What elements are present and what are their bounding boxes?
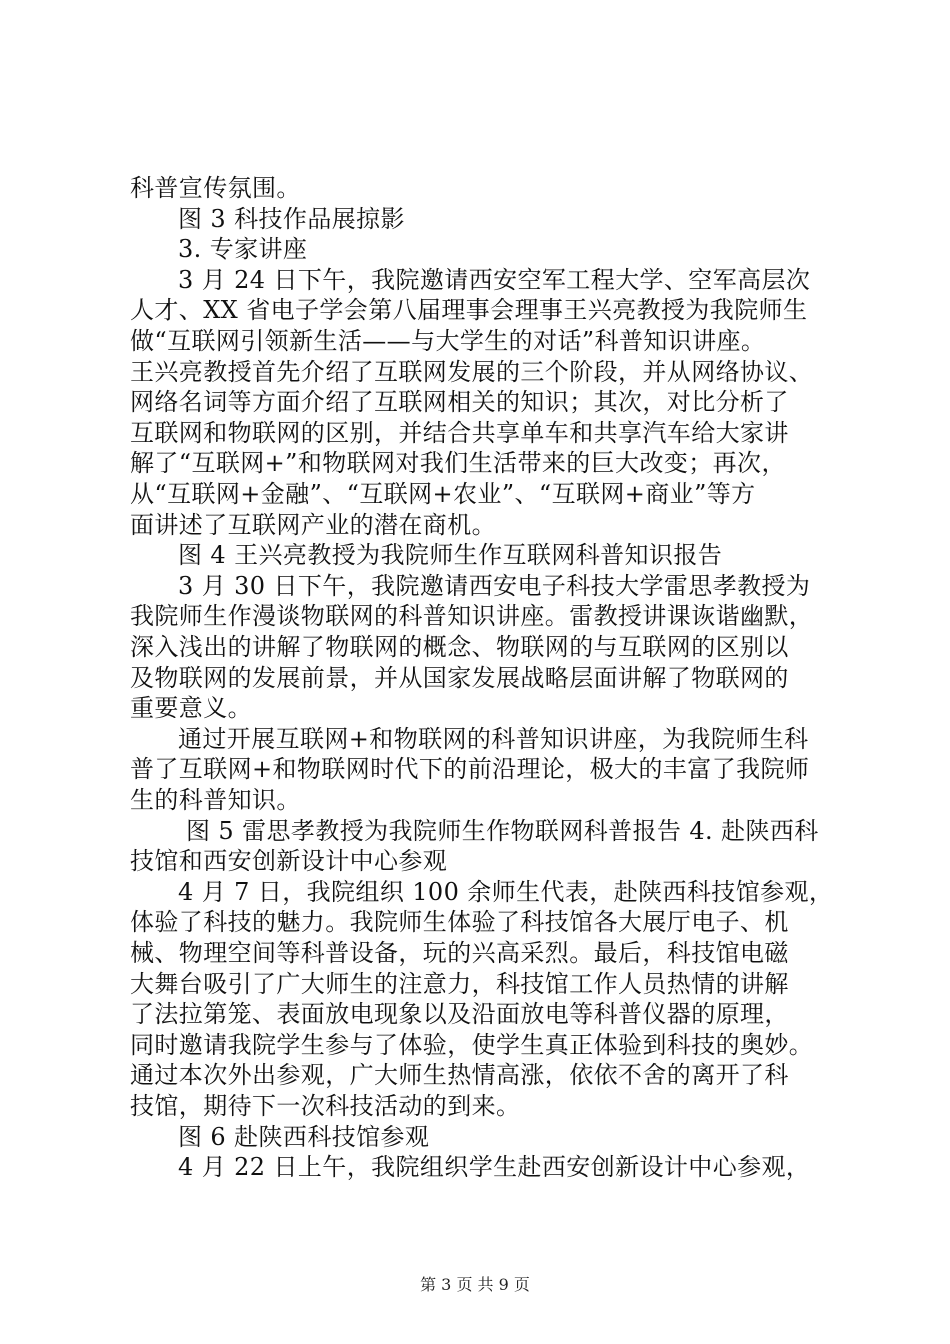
text-line: 技馆和西安创新设计中心参观 bbox=[130, 847, 448, 876]
figure-caption: 图 6 赴陕西科技馆参观 bbox=[178, 1122, 430, 1151]
text-line: 网络名词等方面介绍了互联网相关的知识；其次，对比分析了 bbox=[130, 388, 789, 417]
text-line: 做“互联网引领新生活——与大学生的对话”科普知识讲座。 bbox=[130, 327, 766, 355]
text-line: 王兴亮教授首先介绍了互联网发展的三个阶段，并从网络协议、 bbox=[130, 357, 814, 386]
text-line: 互联网和物联网的区别，并结合共享单车和共享汽车给大家讲 bbox=[130, 418, 789, 447]
text-line: 从“互联网+金融”、“互联网+农业”、“互联网+商业”等方 bbox=[130, 480, 756, 508]
text-line: 通过开展互联网+和物联网的科普知识讲座，为我院师生科 bbox=[178, 724, 809, 753]
text-line: 4 月 22 日上午，我院组织学生赴西安创新设计中心参观， bbox=[178, 1153, 811, 1182]
text-line: 解了“互联网+”和物联网对我们生活带来的巨大改变；再次， bbox=[130, 449, 786, 478]
text-line: 4 月 7 日，我院组织 100 余师生代表，赴陕西科技馆参观， bbox=[178, 877, 834, 906]
section-heading: 3. 专家讲座 bbox=[178, 235, 308, 264]
text-line: 我院师生作漫谈物联网的科普知识讲座。雷教授讲课诙谐幽默， bbox=[130, 602, 814, 631]
text-line: 重要意义。 bbox=[130, 694, 252, 723]
text-line: 技馆，期待下一次科技活动的到来。 bbox=[130, 1092, 521, 1120]
text-line: 械、物理空间等科普设备，玩的兴高采烈。最后，科技馆电磁 bbox=[130, 939, 789, 967]
text-line: 深入浅出的讲解了物联网的概念、物联网的与互联网的区别以 bbox=[130, 633, 789, 661]
figure-caption: 图 5 雷思孝教授为我院师生作物联网科普报告 4. 赴陕西科 bbox=[186, 816, 819, 845]
text-line: 及物联网的发展前景，并从国家发展战略层面讲解了物联网的 bbox=[130, 663, 789, 692]
figure-caption: 图 4 王兴亮教授为我院师生作互联网科普知识报告 bbox=[178, 541, 723, 570]
text-line: 生的科普知识。 bbox=[130, 786, 301, 814]
text-line: 3 月 30 日下午，我院邀请西安电子科技大学雷思孝教授为 bbox=[178, 571, 811, 600]
text-line: 了法拉第笼、表面放电现象以及沿面放电等科普仪器的原理， bbox=[130, 1000, 789, 1029]
text-line: 普了互联网+和物联网时代下的前沿理论，极大的丰富了我院师 bbox=[130, 755, 810, 784]
text-line: 体验了科技的魅力。我院师生体验了科技馆各大展厅电子、机 bbox=[130, 908, 789, 937]
figure-caption: 图 3 科技作品展掠影 bbox=[178, 204, 405, 233]
text-line: 3 月 24 日下午，我院邀请西安空军工程大学、空军高层次 bbox=[178, 265, 811, 294]
text-line: 人才、XX 省电子学会第八届理事会理事王兴亮教授为我院师生 bbox=[130, 296, 808, 325]
text-line: 同时邀请我院学生参与了体验，使学生真正体验到科技的奥妙。 bbox=[130, 1030, 814, 1059]
text-line: 大舞台吸引了广大师生的注意力，科技馆工作人员热情的讲解 bbox=[130, 969, 789, 998]
text-line: 面讲述了互联网产业的潜在商机。 bbox=[130, 510, 496, 539]
text-line: 通过本次外出参观，广大师生热情高涨，依依不舍的离开了科 bbox=[130, 1061, 789, 1090]
page-footer: 第 3 页 共 9 页 bbox=[420, 1275, 530, 1294]
text-line: 科普宣传氛围。 bbox=[130, 174, 301, 202]
